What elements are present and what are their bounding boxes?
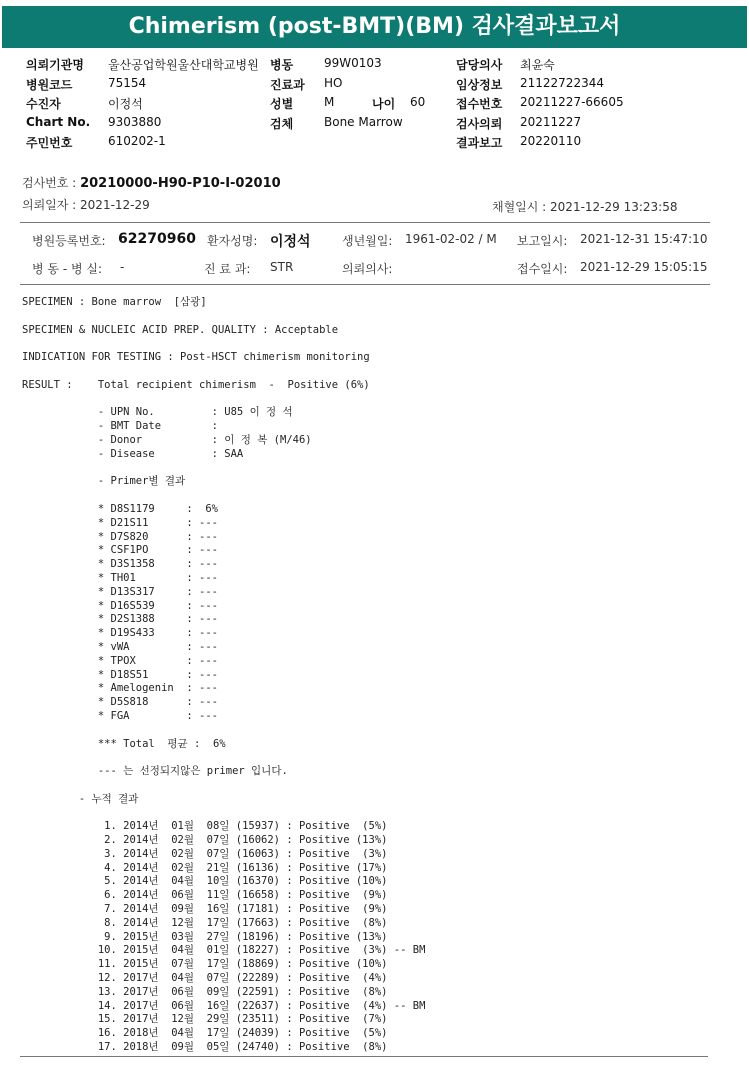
report-line: * D19S433 : ---	[22, 627, 218, 640]
header-label: 병원코드	[26, 78, 73, 92]
patient-name-value: 이정석	[270, 234, 311, 250]
header-label: 의뢰기관명	[26, 58, 84, 72]
report-line: * Amelogenin : ---	[22, 682, 218, 695]
dept-label: 진 료 과:	[204, 262, 251, 276]
dob: 1961-02-02 / M	[405, 232, 497, 246]
report-line: * D21S11 : ---	[22, 516, 218, 529]
header-label: 임상정보	[456, 78, 503, 92]
report-line: 1. 2014년 01월 08일 (15937) : Positive (5%)	[22, 820, 388, 833]
ward-label: 병 동 - 병 실:	[32, 262, 102, 276]
header-value: HO	[324, 76, 343, 90]
report-line: 2. 2014년 02월 07일 (16062) : Positive (13%)	[22, 834, 388, 847]
report-line: 6. 2014년 06월 11일 (16658) : Positive (9%)	[22, 889, 388, 902]
exam-number-value: 20210000-H90-P10-I-02010	[80, 176, 281, 191]
report-line: * vWA : ---	[22, 640, 218, 653]
report-line: --- 는 선정되지않은 primer 입니다.	[22, 765, 288, 778]
header-value: 최윤숙	[520, 58, 555, 72]
header-label: 진료과	[270, 78, 305, 92]
divider	[20, 284, 710, 285]
report-line: * D18S51 : ---	[22, 668, 218, 681]
report-line: 9. 2015년 03월 27일 (18196) : Positive (13%)	[22, 930, 388, 943]
report-line: * TPOX : ---	[22, 654, 218, 667]
report-line: * D8S1179 : 6%	[22, 502, 218, 515]
report-line: * FGA : ---	[22, 709, 218, 722]
name-label: 환자성명:	[207, 234, 258, 248]
report-line	[22, 806, 425, 820]
divider	[20, 1056, 708, 1057]
reg-label: 병원등록번호:	[32, 234, 106, 248]
report-line: * D2S1388 : ---	[22, 613, 218, 626]
header-value: 울산공업학원울산대학교병원	[108, 58, 259, 72]
doctor-label: 의뢰의사:	[342, 262, 393, 276]
report-line: 11. 2015년 07월 17일 (18869) : Positive (10%)	[22, 958, 388, 971]
report-line: - Primer별 결과	[22, 475, 186, 488]
header-value: 20211227	[520, 115, 582, 129]
header-value: M	[324, 95, 335, 109]
dob-label: 생년월일:	[342, 234, 393, 248]
ward: -	[120, 260, 125, 274]
report-line: 8. 2014년 12월 17일 (17663) : Positive (8%)	[22, 916, 388, 929]
report-line: *** Total 평균 : 6%	[22, 737, 226, 750]
report-line: 4. 2014년 02월 21일 (16136) : Positive (17%)	[22, 861, 388, 874]
receipt-time: 2021-12-29 15:05:15	[580, 260, 708, 274]
header-label: 결과보고	[456, 136, 503, 150]
report-line: * D7S820 : ---	[22, 530, 218, 543]
report-line: SPECIMEN & NUCLEIC ACID PREP. QUALITY : Acceptable	[22, 323, 339, 336]
dept: STR	[270, 260, 294, 274]
report-title: Chimerism (post-BMT)(BM) 검사결과보고서	[2, 6, 747, 48]
header-label: 수진자	[26, 97, 61, 111]
report-line	[22, 724, 425, 738]
report-line: 17. 2018년 09월 05일 (24740) : Positive (8%)	[22, 1041, 388, 1054]
report-line: 3. 2014년 02월 07일 (16063) : Positive (3%)	[22, 847, 388, 860]
report-time: 2021-12-31 15:47:10	[580, 232, 708, 246]
report-line: - BMT Date :	[22, 420, 218, 433]
report-line: * TH01 : ---	[22, 571, 218, 584]
report-line: 12. 2017년 04월 07일 (22289) : Positive (4%)	[22, 972, 388, 985]
report-line: 7. 2014년 09월 16일 (17181) : Positive (9%)	[22, 903, 388, 916]
divider	[20, 222, 710, 223]
header-label: 검사의뢰	[456, 117, 503, 131]
header-value: 20211227-66605	[520, 95, 624, 109]
report-line: 5. 2014년 04월 10일 (16370) : Positive (10%)	[22, 875, 388, 888]
report-line: SPECIMEN : Bone marrow [삼광]	[22, 296, 207, 308]
patient-name	[270, 231, 311, 251]
report-line: * D5S818 : ---	[22, 696, 218, 709]
header-label: 검체	[270, 117, 294, 131]
report-line: 16. 2018년 04월 17일 (24039) : Positive (5%)	[22, 1027, 388, 1040]
report-line: * CSF1PO : ---	[22, 544, 218, 557]
header-value: 9303880	[108, 115, 162, 129]
report-line	[22, 365, 425, 379]
reg-no	[118, 231, 196, 247]
header-value: Bone Marrow	[324, 115, 403, 129]
report-body	[22, 296, 425, 1055]
header-label: 접수번호	[456, 97, 503, 111]
report-line: 15. 2017년 12월 29일 (23511) : Positive (7%)	[22, 1013, 388, 1026]
report-line: 14. 2017년 06월 16일 (22637) : Positive (4%) -- BM	[22, 999, 426, 1012]
report-line: * D13S317 : ---	[22, 585, 218, 598]
reg-no-value: 62270960	[118, 231, 196, 247]
report-line	[22, 310, 425, 324]
header-value: 610202-1	[108, 134, 166, 148]
report-line: - UPN No. : U85 이 정 석	[22, 406, 293, 419]
report-line: - Disease : SAA	[22, 447, 244, 460]
report-line	[22, 779, 425, 793]
report-line: 13. 2017년 06월 09일 (22591) : Positive (8%)	[22, 985, 388, 998]
report-line: - 누적 결과	[22, 792, 139, 805]
report-line	[22, 462, 425, 476]
header-value: 21122722344	[520, 76, 604, 90]
report-line: - Donor : 이 정 복 (M/46)	[22, 433, 312, 446]
header-label: Chart No.	[26, 115, 91, 129]
report-line: RESULT : Total recipient chimerism - Positive (6%)	[22, 378, 370, 391]
header-label: 성별	[270, 97, 294, 111]
exam-number-label: 검사번호 :	[22, 176, 77, 190]
report-line	[22, 337, 425, 351]
header-label: 담당의사	[456, 58, 503, 72]
header-label: 주민번호	[26, 136, 73, 150]
age-value: 60	[410, 95, 426, 109]
header-value: 75154	[108, 76, 147, 90]
exam-number	[22, 174, 281, 191]
receipt-time-label: 접수일시:	[517, 262, 568, 276]
header-label: 병동	[270, 58, 294, 72]
report-line: * D16S539 : ---	[22, 599, 218, 612]
report-line	[22, 489, 425, 503]
report-time-label: 보고일시:	[517, 234, 568, 248]
report-line	[22, 393, 425, 407]
report-line: 10. 2015년 04월 01일 (18227) : Positive (3%) -- BM	[22, 944, 426, 957]
report-line	[22, 751, 425, 765]
collect-time: 채혈일시 : 2021-12-29 13:23:58	[492, 200, 678, 214]
report-line: INDICATION FOR TESTING : Post-HSCT chimerism monitoring	[22, 351, 370, 364]
header-value: 20220110	[520, 134, 582, 148]
header-value: 99W0103	[324, 56, 382, 70]
request-date: 의뢰일자 : 2021-12-29	[22, 198, 150, 212]
header-value: 이정석	[108, 97, 143, 111]
report-line: * D3S1358 : ---	[22, 558, 218, 571]
age-label: 나이	[372, 97, 396, 111]
